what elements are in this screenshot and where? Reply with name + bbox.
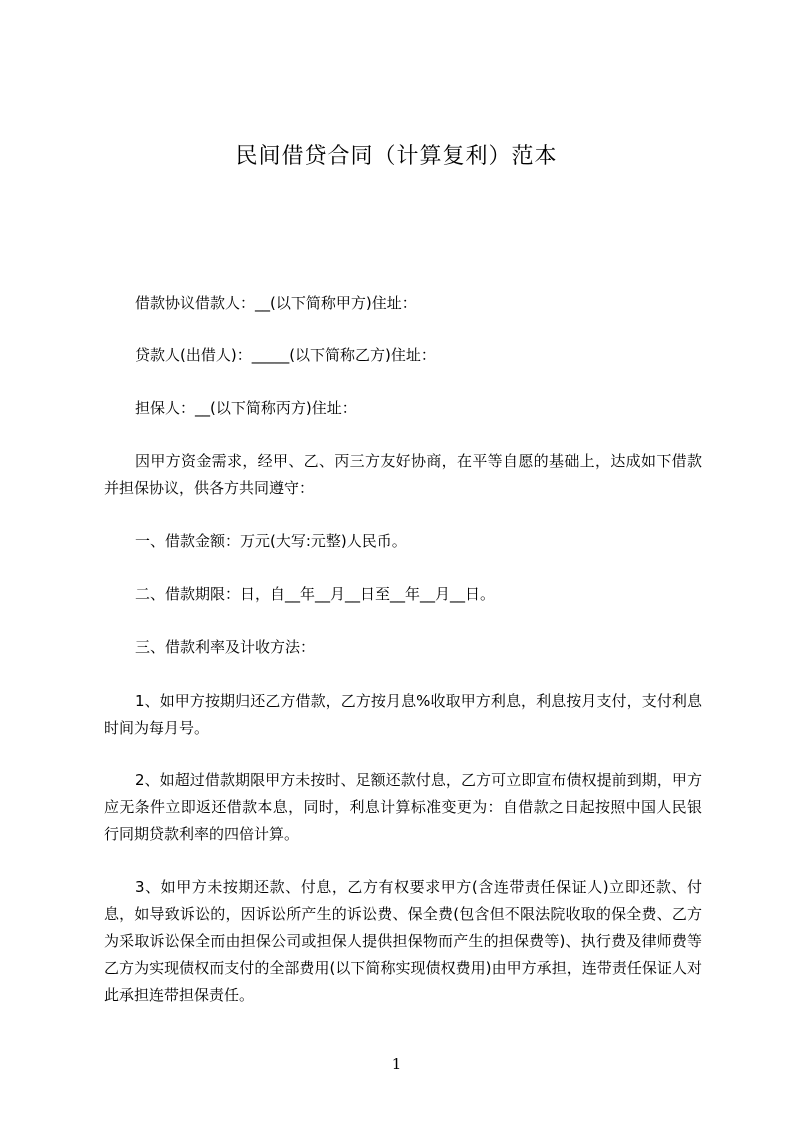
preamble-paragraph: 因甲方资金需求，经甲、乙、丙三方友好协商，在平等自愿的基础上，达成如下借款并担保协议，供各方共同遵守： bbox=[104, 452, 702, 497]
clause-interest-item-1: 1、如甲方按期归还乙方借款，乙方按月息%收取甲方利息，利息按月支付，支付利息时间为每月号。 bbox=[104, 692, 702, 737]
lender-line: 贷款人(出借人)：_____(以下简称乙方)住址： bbox=[135, 346, 436, 364]
clause-interest-item-2: 2、如超过借款期限甲方未按时、足额还款付息，乙方可立即宣布债权提前到期，甲方应无条件立即返还借款本息，同时，利息计算标准变更为：自借款之日起按照中国人民银行同期贷款利率的四倍计算。 bbox=[104, 771, 702, 843]
clause-interest-heading: 三、借款利率及计收方法： bbox=[135, 638, 316, 656]
page-number: 1 bbox=[391, 1055, 402, 1073]
clause-loan-term: 二、借款期限：日，自__年__月__日至__年__月__日。 bbox=[135, 585, 496, 603]
clause-interest-item-3: 3、如甲方未按期还款、付息，乙方有权要求甲方(含连带责任保证人)立即还款、付息，如导致诉讼的，因诉讼所产生的诉讼费、保全费(包含但不限法院收取的保全费、乙方为采取诉讼保全而由担保公司或担保人提供担保物而产生的担保费等)、执行费及律师费等乙方为实现债权而支付的全部费用(以下简称实现债权费用)由甲方承担，连带责任保证人对此承担连带担保责任。 bbox=[104, 878, 702, 1004]
clause-loan-amount: 一、借款金额：万元(大写:元整)人民币。 bbox=[135, 532, 407, 550]
borrower-line: 借款协议借款人：__(以下简称甲方)住址： bbox=[135, 294, 417, 312]
document-title: 民间借贷合同（计算复利）范本 bbox=[235, 144, 558, 169]
guarantor-line: 担保人：__(以下简称丙方)住址： bbox=[135, 399, 357, 417]
